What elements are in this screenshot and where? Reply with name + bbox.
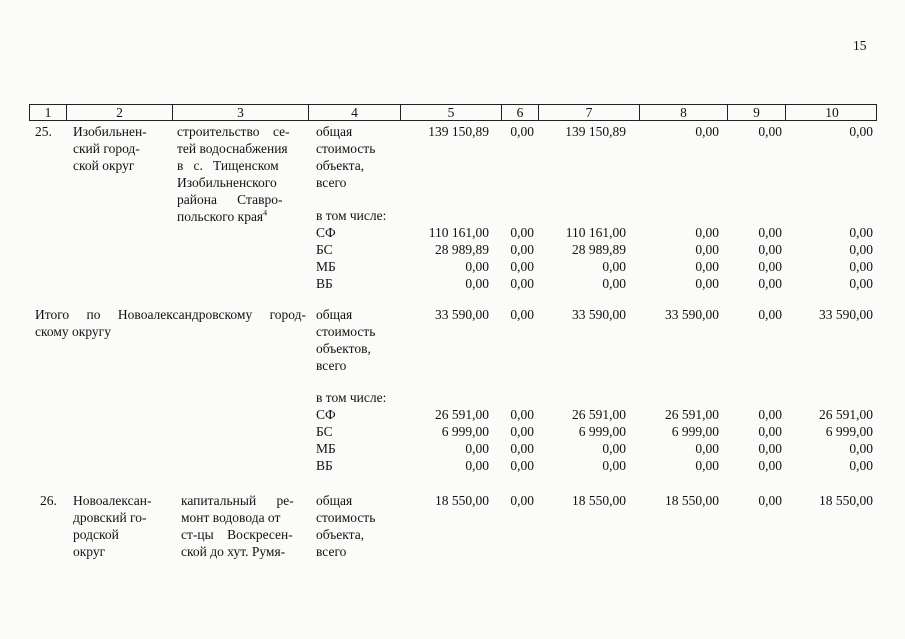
desc-line: общая [316,124,353,139]
desc-line: общая [316,493,353,508]
object-line: в с. Тищенском [177,158,279,173]
desc-line: стоимость [316,141,376,156]
district-line: ский город- [73,141,140,156]
value-c6: 0,00 [510,276,534,291]
value-c7: 28 989,89 [572,242,626,257]
value-c6: 0,00 [510,307,534,322]
value-c8: 0,00 [695,242,719,257]
value-c10: 0,00 [849,225,873,240]
value-c9: 0,00 [758,276,782,291]
value-c7: 0,00 [602,259,626,274]
value-c5: 6 999,00 [441,424,489,439]
value-c7: 33 590,00 [572,307,626,322]
district-line: Новоалексан- [73,493,152,508]
header-cell: 7 [539,105,640,120]
desc-line: объекта, [316,158,365,173]
value-c9: 0,00 [758,424,782,439]
header-cell: 3 [173,105,309,120]
district-line: родской [73,527,119,542]
value-c9: 0,00 [758,441,782,456]
source-label: МБ [316,441,336,456]
object-line: строительство се- [177,124,290,139]
desc-line: объектов, [316,341,371,356]
object-line: ст-цы Воскресен- [181,527,293,542]
row-number: 25. [35,124,52,139]
object-line: капитальный ре- [181,493,294,508]
value-c6: 0,00 [510,259,534,274]
value-c6: 0,00 [510,441,534,456]
desc-line: всего [316,544,347,559]
value-c9: 0,00 [758,458,782,473]
value-c5: 18 550,00 [435,493,489,508]
value-c10: 33 590,00 [819,307,873,322]
value-c8: 0,00 [695,458,719,473]
value-c5: 110 161,00 [428,225,489,240]
including-label: в том числе: [316,390,387,405]
value-c5: 28 989,89 [435,242,489,257]
object-line: ской до хут. Румя- [181,544,286,559]
including-label: в том числе: [316,208,387,223]
value-c5: 0,00 [465,259,489,274]
subtotal-label-line: Итого по Новоалександровскому город- [35,307,306,322]
value-c10: 0,00 [849,259,873,274]
value-c8: 0,00 [695,441,719,456]
value-c6: 0,00 [510,225,534,240]
value-c10: 0,00 [849,242,873,257]
page-number: 15 [853,38,867,53]
row-number: 26. [40,493,57,508]
value-c7: 0,00 [602,458,626,473]
value-c9: 0,00 [758,407,782,422]
value-c10: 26 591,00 [819,407,873,422]
value-c9: 0,00 [758,493,782,508]
desc-line: объекта, [316,527,365,542]
value-c7: 26 591,00 [572,407,626,422]
desc-line: всего [316,175,347,190]
source-label: СФ [316,407,336,422]
object-line-with-footnote [177,208,267,226]
value-c5: 139 150,89 [428,124,489,139]
header-cell: 6 [502,105,539,120]
object-line: монт водовода от [181,510,281,525]
value-c8: 6 999,00 [671,424,719,439]
value-c5: 33 590,00 [435,307,489,322]
header-cell: 8 [640,105,728,120]
value-c6: 0,00 [510,124,534,139]
header-cell: 1 [30,105,67,120]
value-c7: 0,00 [602,276,626,291]
value-c7: 0,00 [602,441,626,456]
source-label: МБ [316,259,336,274]
value-c5: 0,00 [465,276,489,291]
value-c10: 0,00 [849,276,873,291]
value-c5: 0,00 [465,458,489,473]
object-line: района Ставро- [177,192,283,207]
value-c8: 0,00 [695,276,719,291]
table-header-row [29,104,877,121]
source-label: БС [316,242,333,257]
district-line: ской округ [73,158,135,173]
value-c8: 33 590,00 [665,307,719,322]
source-label: ВБ [316,276,333,291]
value-c8: 18 550,00 [665,493,719,508]
value-c9: 0,00 [758,225,782,240]
value-c9: 0,00 [758,307,782,322]
value-c7: 18 550,00 [572,493,626,508]
value-c10: 0,00 [849,441,873,456]
desc-line: всего [316,358,347,373]
desc-line: стоимость [316,510,376,525]
value-c8: 0,00 [695,259,719,274]
value-c7: 6 999,00 [578,424,626,439]
value-c7: 139 150,89 [565,124,626,139]
value-c9: 0,00 [758,259,782,274]
source-label: ВБ [316,458,333,473]
value-c6: 0,00 [510,424,534,439]
value-c6: 0,00 [510,407,534,422]
value-c6: 0,00 [510,458,534,473]
header-cell: 4 [309,105,401,120]
district-line: дровский го- [73,510,147,525]
value-c6: 0,00 [510,242,534,257]
desc-line: стоимость [316,324,376,339]
subtotal-label-line: скому округу [35,324,111,339]
header-cell: 2 [67,105,173,120]
district-line: округ [73,544,106,559]
object-line: польского края [177,209,264,224]
footnote-marker: 4 [263,208,268,218]
value-c10: 0,00 [849,458,873,473]
value-c5: 26 591,00 [435,407,489,422]
value-c10: 6 999,00 [825,424,873,439]
source-label: БС [316,424,333,439]
value-c9: 0,00 [758,124,782,139]
object-line: Изобильненского [177,175,277,190]
source-label: СФ [316,225,336,240]
header-cell: 5 [401,105,502,120]
value-c5: 0,00 [465,441,489,456]
header-cell: 9 [728,105,786,120]
value-c8: 26 591,00 [665,407,719,422]
value-c7: 110 161,00 [565,225,626,240]
value-c10: 0,00 [849,124,873,139]
district-line: Изобильнен- [73,124,147,139]
value-c10: 18 550,00 [819,493,873,508]
value-c6: 0,00 [510,493,534,508]
header-cell: 10 [825,105,839,120]
object-line: тей водоснабжения [177,141,288,156]
value-c9: 0,00 [758,242,782,257]
value-c8: 0,00 [695,124,719,139]
value-c8: 0,00 [695,225,719,240]
desc-line: общая [316,307,353,322]
